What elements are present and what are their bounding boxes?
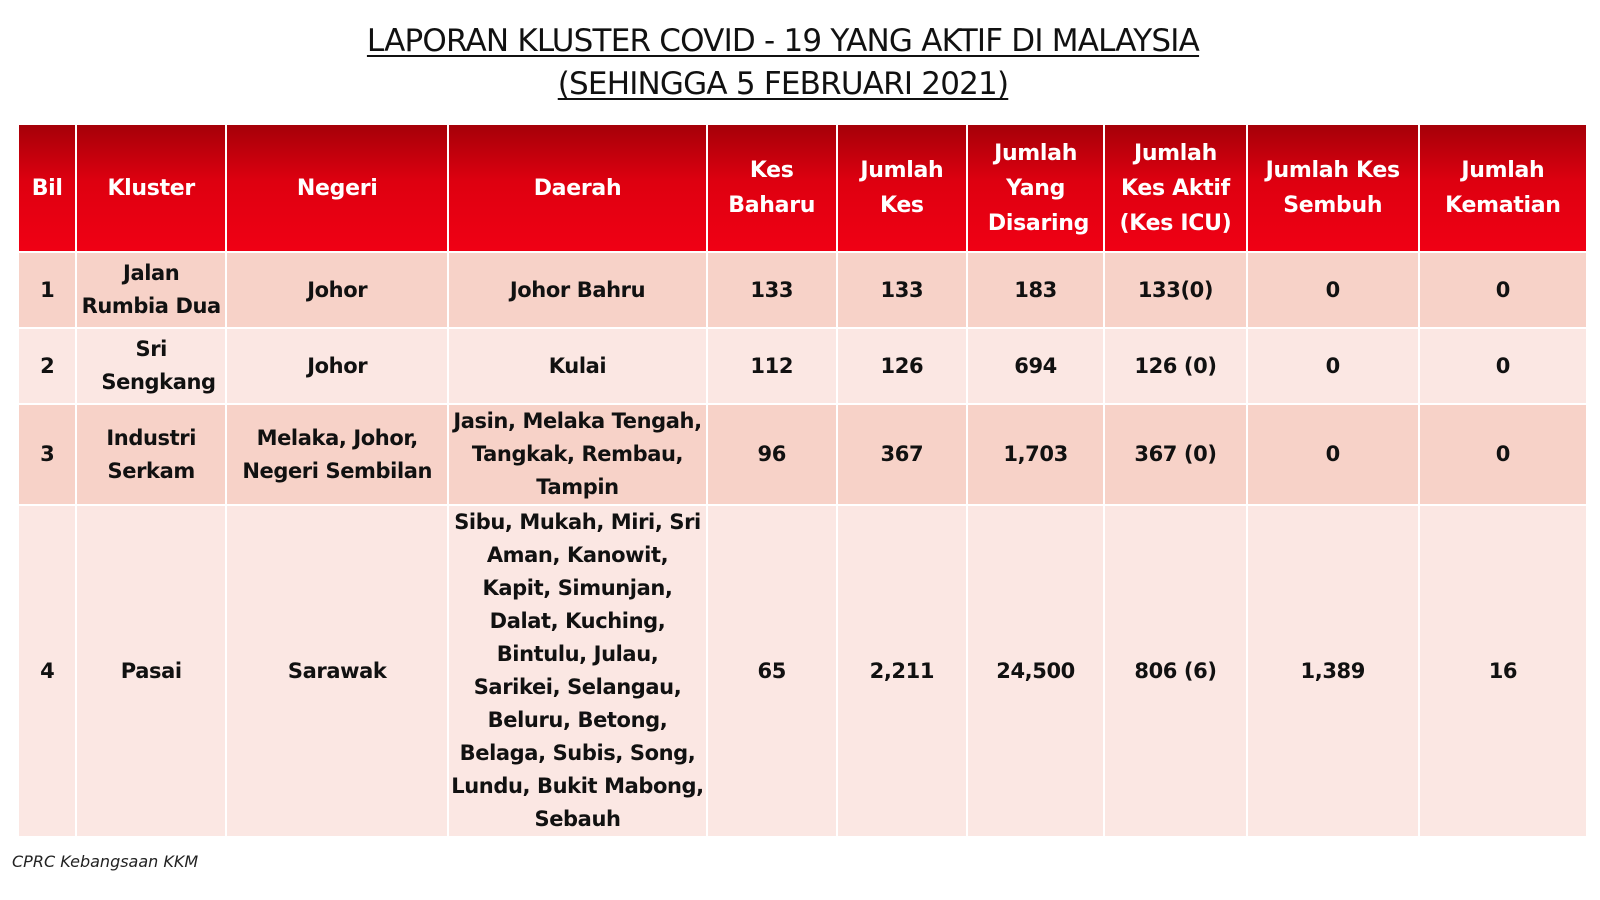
cell-jumlah-kes: 2,211 [837,505,967,837]
report-title-line2: (SEHINGGA 5 FEBRUARI 2021) [557,66,1009,102]
header-kes-aktif: Jumlah Kes Aktif (Kes ICU) [1104,124,1246,252]
cell-kes-aktif: 126 (0) [1104,328,1246,404]
cell-kematian: 0 [1419,252,1587,328]
cell-kes-aktif: 806 (6) [1104,505,1246,837]
table-row [18,328,1587,404]
header-kes-baharu: Kes Baharu [707,124,837,252]
cell-kluster: Jalan Rumbia Dua [76,252,226,328]
header-kematian: Jumlah Kematian [1419,124,1587,252]
cell-bil: 1 [18,252,76,328]
cluster-table [17,123,1588,838]
cell-kes-sembuh: 0 [1247,404,1419,505]
cell-jumlah-kes: 126 [837,328,967,404]
cell-daerah: Kulai [448,328,706,404]
cell-negeri: Johor [226,328,448,404]
cell-kluster: Pasai [76,505,226,837]
table-header-row [18,124,1587,252]
table-row [18,505,1587,837]
cell-kes-sembuh: 0 [1247,252,1419,328]
report-title-line1: LAPORAN KLUSTER COVID - 19 YANG AKTIF DI MALAYSIA [366,23,1200,59]
cell-kes-sembuh: 0 [1247,328,1419,404]
cell-negeri: Sarawak [226,505,448,837]
header-kes-sembuh: Jumlah Kes Sembuh [1247,124,1419,252]
cell-jumlah-disaring: 183 [967,252,1104,328]
header-kluster: Kluster [76,124,226,252]
cell-jumlah-disaring: 1,703 [967,404,1104,505]
cell-jumlah-kes: 133 [837,252,967,328]
cell-jumlah-disaring: 24,500 [967,505,1104,837]
cell-kes-baharu: 133 [707,252,837,328]
cell-kematian: 16 [1419,505,1587,837]
cell-kematian: 0 [1419,404,1587,505]
header-jumlah-disaring: Jumlah Yang Disaring [967,124,1104,252]
cell-daerah: Johor Bahru [448,252,706,328]
cell-kes-aktif: 367 (0) [1104,404,1246,505]
cell-bil: 4 [18,505,76,837]
cell-daerah: Jasin, Melaka Tengah, Tangkak, Rembau, Tampin [448,404,706,505]
cell-negeri: Johor [226,252,448,328]
cell-kluster: Industri Serkam [76,404,226,505]
table-row [18,404,1587,505]
table-row [18,252,1587,328]
header-bil: Bil [18,124,76,252]
cell-kes-aktif: 133(0) [1104,252,1246,328]
cell-kluster: Sri Sengkang [76,328,226,404]
report-title [0,20,1566,106]
header-jumlah-kes: Jumlah Kes [837,124,967,252]
header-negeri: Negeri [226,124,448,252]
cell-jumlah-kes: 367 [837,404,967,505]
cell-negeri: Melaka, Johor, Negeri Sembilan [226,404,448,505]
source-credit: CPRC Kebangsaan KKM [12,852,199,871]
cell-bil: 2 [18,328,76,404]
cell-bil: 3 [18,404,76,505]
cell-jumlah-disaring: 694 [967,328,1104,404]
header-daerah: Daerah [448,124,706,252]
cell-kematian: 0 [1419,328,1587,404]
cell-daerah: Sibu, Mukah, Miri, Sri Aman, Kanowit, Kapit, Simunjan, Dalat, Kuching, Bintulu, Julau, Sarikei, Selangau, Beluru, Betong, Belaga, Subis, Song, Lundu, Bukit Mabong, Sebauh [448,505,706,837]
cell-kes-sembuh: 1,389 [1247,505,1419,837]
cell-kes-baharu: 65 [707,505,837,837]
cell-kes-baharu: 112 [707,328,837,404]
cell-kes-baharu: 96 [707,404,837,505]
